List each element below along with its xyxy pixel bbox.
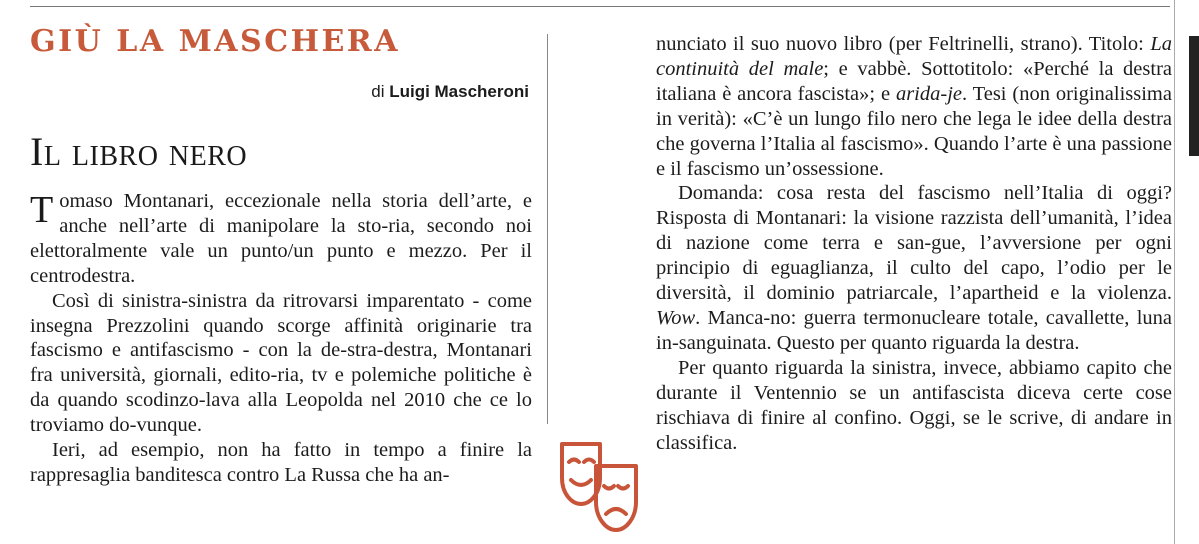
drop-cap: T: [30, 189, 54, 231]
paragraph-5: [656, 181, 1172, 355]
paragraph-1: [30, 189, 532, 289]
byline: [371, 82, 529, 102]
paragraph-6: Per quanto riguarda la sinistra, invece, abbiamo capito che durante il Ventennio se un antifascista diceva certe cose rischiava di finire al confino. Oggi, se le scrive, di andare in classifica.: [656, 356, 1172, 454]
paragraph-4-text-a: nunciato il suo nuovo libro (per Feltrinelli, strano). Titolo:: [656, 33, 1151, 55]
aridaje-word: arida-je: [895, 82, 962, 105]
right-border: [1174, 0, 1175, 544]
article-column-left: [30, 189, 532, 488]
byline-prefix: di: [371, 82, 385, 101]
column-title: GIÙ LA MASCHERA: [30, 24, 401, 59]
book-title: La continuità del male: [656, 33, 1172, 80]
column-divider: [547, 34, 548, 424]
theater-masks-icon: [556, 436, 646, 536]
paragraph-4-text-c: . Tesi (non originalissima in verità): «C’è un lungo filo nero che lega le idee della destra che governa l’Italia al fascismo». Quando l’arte è una passione e il fascismo un’ossessione.: [656, 82, 1172, 180]
paragraph-4-text-b: ; e vabbè. Sottotitolo: «Perché la destra italiana è ancora fascista»; e: [656, 57, 1172, 105]
top-rule: [30, 6, 1170, 7]
article-column-right: [656, 32, 1172, 455]
paragraph-3: Ieri, ad esempio, non ha fatto in tempo a finire la rappresaglia banditesca contro La Russa che ha an-: [30, 439, 532, 486]
byline-author: Luigi Mascheroni: [389, 82, 529, 101]
paragraph-1-text: omaso Montanari, eccezionale nella storia dell’arte, e anche nell’arte di manipolare la sto-ria, secondo noi elettoralmente vale un punto/un punto e mezzo. Per il centrodestra.: [30, 190, 532, 287]
paragraph-4: [656, 32, 1172, 181]
wow-word: Wow: [656, 306, 696, 329]
paragraph-5-text-b: . Manca-no: guerra termonucleare totale, cavallette, luna in-sanguinata. Questo per quanto riguarda la destra.: [656, 306, 1172, 354]
next-column-edge: [1189, 36, 1199, 156]
paragraph-2: Così di sinistra-sinistra da ritrovarsi imparentato - come insegna Prezzolini quando scorge affinità originarie tra fascismo e antifascismo - con la de-stra-destra, Montanari fra università, giornali, edito-ria, tv e polemiche politiche è da quando scodinzo-lava alla Leopolda nel 2010 che ce lo troviamo do-vunque.: [30, 289, 532, 437]
paragraph-5-text-a: Domanda: cosa resta del fascismo nell’Italia di oggi? Risposta di Montanari: la visione razzista dell’umanità, l’idea di nazione come terra e san-gue, l’avversione per ogni principio di eguaglianza, il culto del capo, l’odio per le diversità, il dominio patriarcale, l’apartheid e la violenza.: [656, 182, 1172, 305]
article-headline: Il libro nero: [30, 129, 248, 174]
